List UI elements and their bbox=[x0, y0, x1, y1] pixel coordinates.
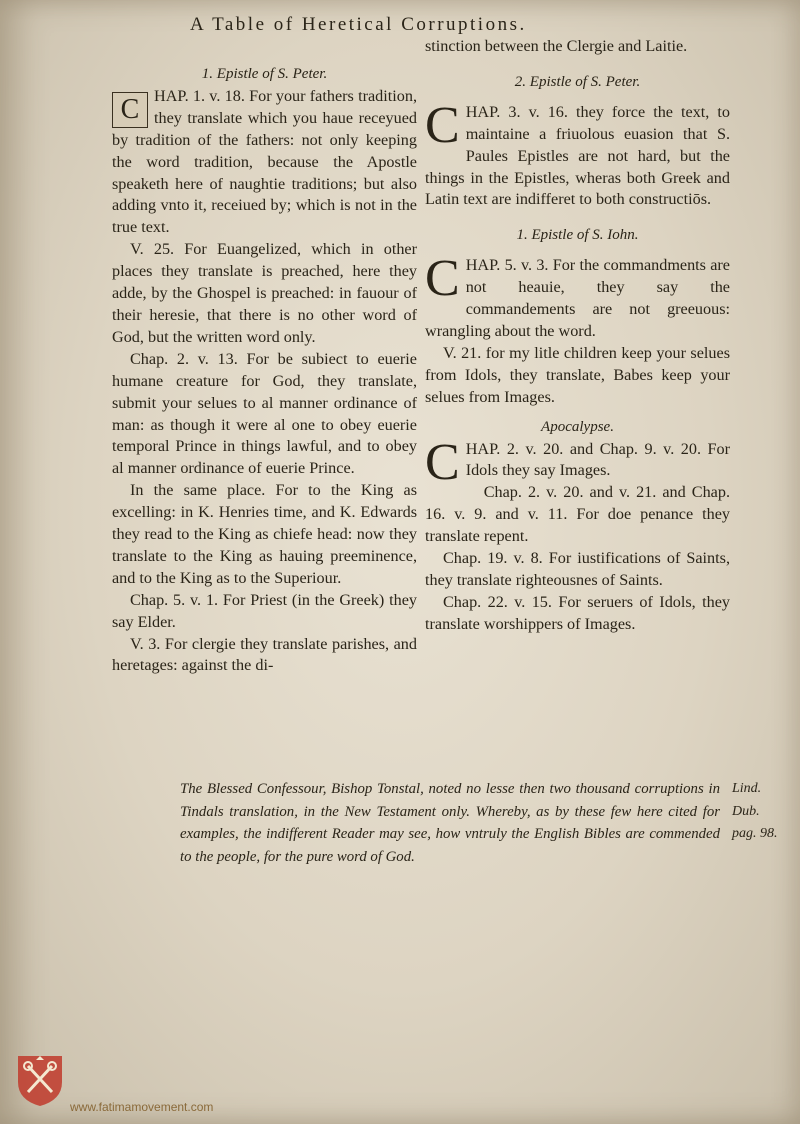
paragraph bbox=[425, 96, 730, 212]
heading-1-john: 1. Epistle of S. Iohn. bbox=[516, 227, 639, 244]
paragraph-text: HAP. 3. v. 16. they force the text, to maintaine a friuolous euasion that S. Paules Epistles are not hard, but the things in the Epistles, wheras both Greek and Latin text are indifferet to both constructiōs. bbox=[425, 102, 730, 209]
paragraph: V. 21. for my litle children keep your selues from Idols, they translate, Babes keep your selues from Images. bbox=[425, 343, 730, 406]
paragraph: Chap. 19. v. 8. For iustifications of Saints, they translate righteousnes of Saints. bbox=[425, 549, 730, 589]
paragraph-text: HAP. 2. v. 20. and Chap. 9. v. 20. For Idols they say Images. bbox=[465, 439, 730, 480]
paragraph: Chap. 5. v. 1. For Priest (in the Greek) they say Elder. bbox=[112, 590, 417, 631]
heading-2-peter: 2. Epistle of S. Peter. bbox=[514, 73, 641, 90]
footnote: The Blessed Confessour, Bishop Tonstal, noted no lesse then two thousand corruptions in Tindals translation, in the New Testament only. Whereby, as by these few here cited for examples, the indifferent Reader may see, how vntruly the English Bibles are commended to the people, for the pure word of God. bbox=[180, 781, 720, 865]
drop-cap: C bbox=[425, 250, 460, 308]
marginal-line: Lind. bbox=[732, 781, 762, 796]
heading-apocalypse: Apocalypse. bbox=[541, 418, 614, 435]
paragraph: In the same place. For to the King as excelling: in K. Henries time, and K. Edwards they read to the King as chiefe head: now they translate to the King as hauing preeminence, and to the King as to the Superiour. bbox=[112, 481, 417, 587]
paragraph-text: HAP. 1. v. 18. For your fathers tradition, they translate which you haue receyued by tradition of the fathers: not only keeping the word tradition, because the Apostle speaketh here of naughtie traditions; but also adding vnto it, receiued by; which is not in the true text. bbox=[112, 86, 417, 237]
paragraph bbox=[425, 433, 730, 491]
marginal-line: Dub. bbox=[732, 803, 760, 819]
paragraph bbox=[112, 86, 417, 239]
paragraph: Chap. 22. v. 15. For seruers of Idols, they translate worshippers of Images. bbox=[425, 592, 730, 633]
paragraph: Chap. 2. v. 20. and v. 21. and Chap. 16. v. 9. and v. 11. For doe penance they translate repent. bbox=[425, 483, 730, 546]
ornamental-initial: C bbox=[112, 92, 148, 128]
left-column bbox=[112, 36, 417, 677]
right-column bbox=[425, 36, 730, 636]
watermark-url[interactable]: www.fatimamovement.com bbox=[70, 1100, 214, 1114]
paragraph: Chap. 2. v. 13. For be subiect to euerie humane creature for God, they translate, submit your selues to al manner ordinance of man: as though it were al one to obey euerie temporal Prince in things lawful, and to obey al manner ordinance of euerie Prince. bbox=[112, 349, 417, 478]
running-head: A Table of Heretical Corruptions. bbox=[190, 14, 527, 35]
marginal-note bbox=[732, 778, 792, 846]
paragraph: V. 25. For Euangelized, which in other places they translate is preached, here they adde, by the Ghospel is preached: in fauour of their heresie, that there is no other word of God, but the written word only. bbox=[112, 240, 417, 346]
paragraph: V. 3. For clergie they translate parishes, and heretages: against the di- bbox=[112, 634, 417, 675]
paragraph bbox=[425, 250, 730, 343]
paragraph-continuation: stinction between the Clergie and Laitie. bbox=[425, 37, 688, 55]
heading-1-peter: 1. Epistle of S. Peter. bbox=[201, 66, 328, 82]
papal-keys-logo-icon bbox=[12, 1052, 68, 1108]
paragraph-text: HAP. 5. v. 3. For the commandments are not heauie, they say the commandements are not greeuous: wrangling about the word. bbox=[425, 256, 730, 340]
drop-cap: C bbox=[425, 433, 460, 491]
marginal-line: pag. 98. bbox=[732, 826, 778, 841]
drop-cap: C bbox=[425, 96, 460, 154]
